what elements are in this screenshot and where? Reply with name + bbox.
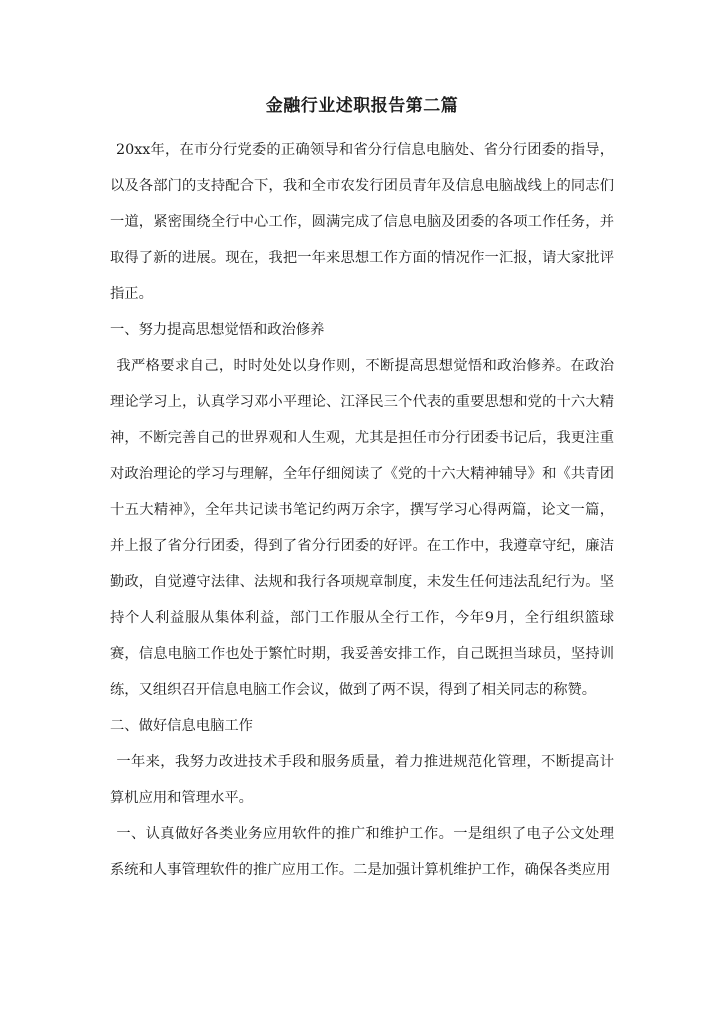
paragraph-it-summary xyxy=(110,744,614,816)
section-heading-1 xyxy=(110,312,614,348)
section-heading-2 xyxy=(110,708,614,744)
paragraph-political xyxy=(110,348,614,708)
paragraph-text: 20xx年，在市分行党委的正确领导和省分行信息电脑处、省分行团委的指导，以及各部门的支持配合下，我和全市农发行团员青年及信息电脑战线上的同志们一道，紧密围绕全行中心工作，圆满完成了信息电脑及团委的各项工作任务，并取得了新的进展。现在，我把一年来思想工作方面的情况作一汇报，请大家批评指正。 xyxy=(110,142,614,302)
document-title: 金融行业述职报告第二篇 xyxy=(265,96,459,116)
paragraph-text: 我严格要求自己，时时处处以身作则，不断提高思想觉悟和政治修养。在政治理论学习上，认真学习邓小平理论、江泽民三个代表的重要思想和党的十六大精神，不断完善自己的世界观和人生观，尤其是担任市分行团委书记后，我更注重对政治理论的学习与理解，全年仔细阅读了《党的十六大精神辅导》和《共青团十五大精神》，全年共记读书笔记约两万余字，撰写学习心得两篇，论文一篇，并上报了省分行团委，得到了省分行团委的好评。在工作中，我遵章守纪，廉洁勤政，自觉遵守法律、法规和我行各项规章制度，未发生任何违法乱纪行为。坚持个人利益服从集体利益，部门工作服从全行工作，今年9月，全行组织篮球赛，信息电脑工作也处于繁忙时期，我妥善安排工作，自己既担当球员，坚持训练，又组织召开信息电脑工作会议，做到了两不误，得到了相关同志的称赞。 xyxy=(110,358,614,698)
heading-text: 一、努力提高思想觉悟和政治修养 xyxy=(110,322,325,338)
paragraph-software xyxy=(110,816,614,888)
paragraph-text: 一年来，我努力改进技术手段和服务质量，着力推进规范化管理，不断提高计算机应用和管理水平。 xyxy=(110,754,614,806)
paragraph-text: 一、认真做好各类业务应用软件的推广和维护工作。一是组织了电子公文处理系统和人事管理软件的推广应用工作。二是加强计算机维护工作，确保各类应用 xyxy=(110,826,614,878)
document-page xyxy=(110,90,614,888)
heading-text: 二、做好信息电脑工作 xyxy=(110,718,253,734)
paragraph-intro xyxy=(110,132,614,312)
